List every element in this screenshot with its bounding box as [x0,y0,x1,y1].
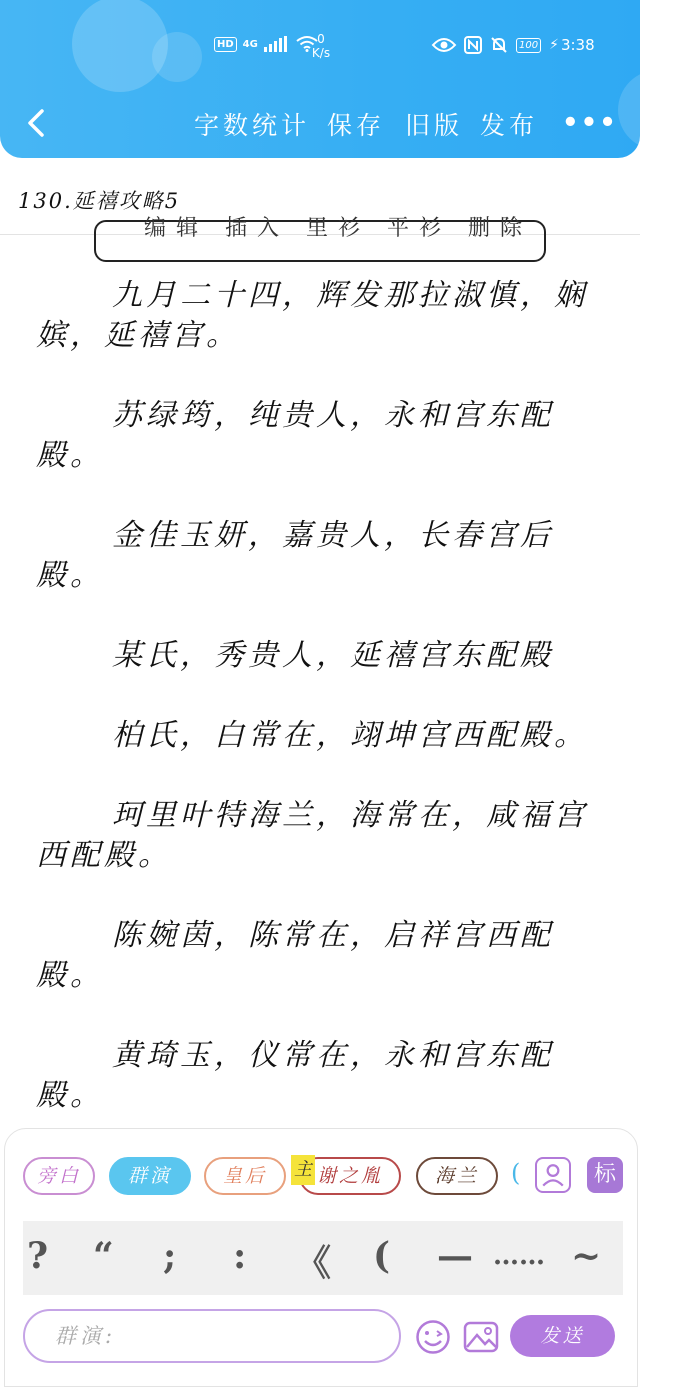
nfc-icon [464,36,482,54]
back-arrow-icon[interactable] [22,108,52,138]
save-button[interactable]: 保存 [327,111,386,140]
mute-bell-icon [490,36,508,54]
main-role-tag: 主 [291,1155,315,1185]
punct-book-title[interactable]: 《 [295,1242,332,1284]
send-button[interactable]: 发送 [510,1315,615,1357]
paragraph[interactable]: 黄琦玉，仪常在，永和宫东配殿。 [36,1038,554,1113]
role-chip-empress[interactable]: 皇后 [204,1157,286,1195]
signal-icon [264,36,290,52]
net-speed-unit: K/s [311,46,331,60]
composer-panel [4,1128,638,1387]
charging-icon: ⚡ [549,37,559,53]
punctuation-bar [23,1221,623,1295]
role-chip-xie[interactable]: 谢之胤 [299,1157,401,1195]
more-menu-icon[interactable]: ••• [562,108,618,138]
paragraph[interactable]: 珂里叶特海兰，海常在，咸福宫西配殿。 [36,798,588,873]
punct-paren[interactable]: ( [373,1235,391,1277]
old-version-button[interactable]: 旧版 [405,111,464,140]
status-bar [0,0,640,90]
word-count-button[interactable]: 字数统计 [194,111,311,140]
composer-row [23,1309,623,1363]
punct-dash[interactable]: — [437,1235,473,1277]
role-chip-partial[interactable]: ( [511,1159,521,1187]
punct-colon[interactable]: : [233,1235,247,1277]
paragraph[interactable]: 陈婉茵，陈常在，启祥宫西配殿。 [36,918,554,993]
punct-tilde[interactable]: ~ [571,1235,602,1277]
emoji-icon[interactable] [415,1319,451,1355]
status-left [214,36,318,52]
punct-semicolon[interactable]: ; [163,1235,177,1277]
punct-question[interactable]: ? [27,1235,49,1277]
punct-ellipsis[interactable]: …… [493,1241,545,1271]
punct-open-quote[interactable]: “ [93,1235,114,1277]
clock: 3:38 [560,36,595,54]
hd-badge: HD [214,37,237,52]
network-label: 4G [242,38,258,50]
paragraph[interactable]: 金佳玉妍，嘉贵人，长春宫后殿。 [36,518,554,593]
message-input[interactable]: 群演: [23,1309,401,1363]
role-chip-narrator[interactable]: 旁白 [23,1157,95,1195]
paragraph[interactable]: 某氏，秀贵人，延禧宫东配殿 [112,638,554,673]
role-chip-hailan[interactable]: 海兰 [416,1157,498,1195]
paragraph[interactable]: 苏绿筠，纯贵人，永和宫东配殿。 [36,398,554,473]
battery-indicator: 100 [516,38,541,53]
editor-content[interactable] [0,216,640,1126]
role-chips [23,1157,623,1197]
paragraph[interactable]: 九月二十四，辉发那拉淑慎，娴嫔，延禧宫。 [36,278,588,353]
partial-box: 编辑 插入 里衫 平衫 删除 [94,220,546,262]
eye-icon [432,37,456,53]
app-header [0,0,640,158]
status-right [432,36,595,54]
role-chip-extras[interactable]: 群演 [109,1157,191,1195]
image-icon[interactable] [463,1319,499,1355]
label-button[interactable]: 标 [587,1157,623,1193]
role-manage-icon[interactable] [535,1157,571,1193]
net-speed [308,32,334,60]
publish-button[interactable]: 发布 [480,111,539,140]
chapter-title[interactable]: 130.延禧攻略5 [18,189,181,213]
paragraph[interactable]: 柏氏，白常在，翊坤宫西配殿。 [112,718,588,753]
net-speed-value: 0 [317,32,325,46]
editor-toolbar [0,96,640,152]
